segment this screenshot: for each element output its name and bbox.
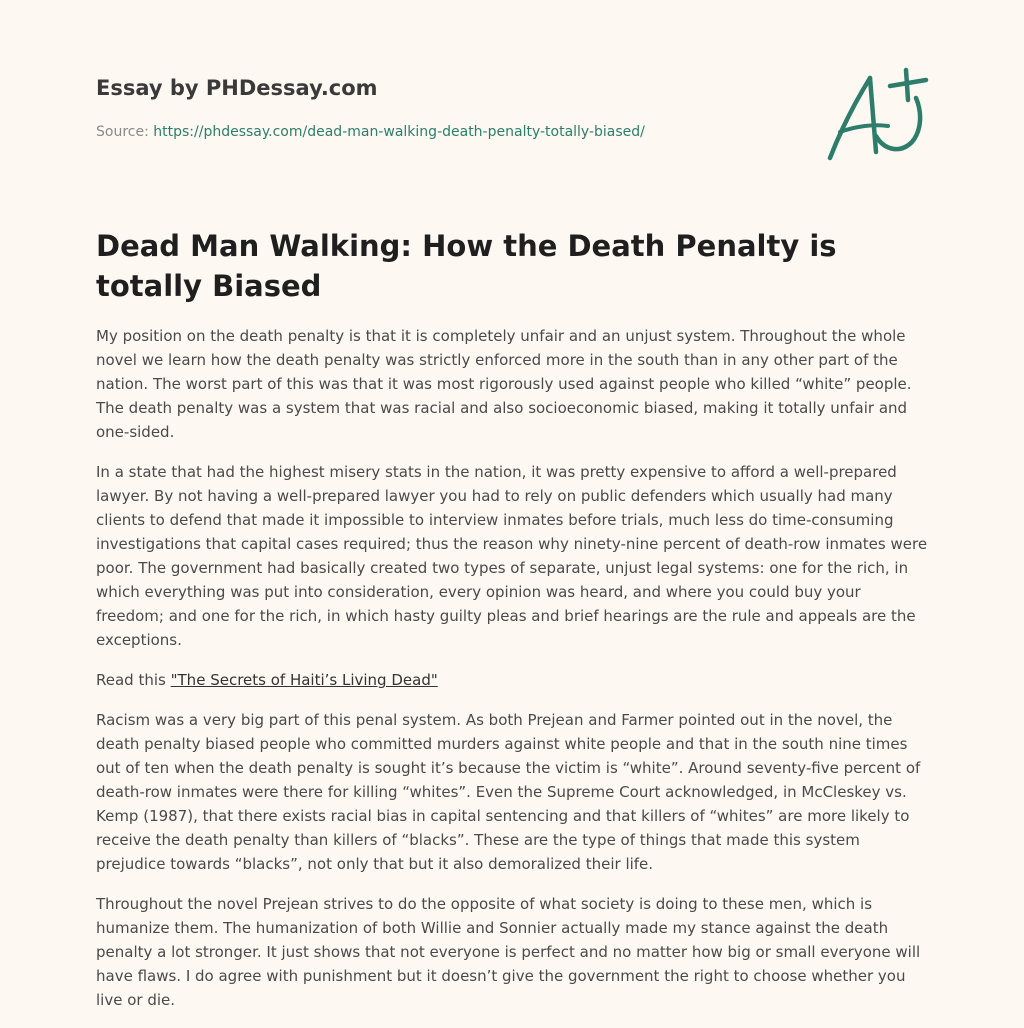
a-plus-logo-icon bbox=[826, 66, 930, 166]
essay-body bbox=[96, 324, 928, 1028]
paragraph: Racism was a very big part of this penal system. As both Prejean and Farmer pointed out in the novel, the death penalty biased people who committed murders against white people and that in the south nine times out of ten when the death penalty is sought it’s because the victim is “white”. Around seventy-five percent of death-row inmates were there for killing “whites”. Even the Supreme Court acknowledged, in McCleskey vs. Kemp (1987), that there exists racial bias in capital sentencing and that killers of “whites” are more likely to receive the death penalty than killers of “blacks”. These are the type of things that made this system prejudice towards “blacks”, not only that but it also demoralized their life. bbox=[96, 711, 921, 873]
source-line bbox=[96, 124, 645, 140]
site-brand: Essay by PHDessay.com bbox=[96, 76, 378, 100]
read-this-label: Read this bbox=[96, 671, 166, 689]
paragraph: My position on the death penalty is that it is completely unfair and an unjust system. Throughout the whole novel we learn how the death penalty was strictly enforced more in the south than in any other part of the nation. The worst part of this was that it was most rigorously used against people who killed “white” people. The death penalty was a system that was racial and also socioeconomic biased, making it totally unfair and one-sided. bbox=[96, 327, 912, 441]
related-essay-link[interactable]: "The Secrets of Haiti’s Living Dead" bbox=[170, 671, 438, 689]
source-link[interactable]: https://phdessay.com/dead-man-walking-death-penalty-totally-biased/ bbox=[153, 124, 645, 140]
paragraph: Throughout the novel Prejean strives to do the opposite of what society is doing to these men, which is humanize them. The humanization of both Willie and Sonnier actually made my stance against the death penalty a lot stronger. It just shows that not everyone is perfect and no matter how big or small everyone will have flaws. I do agree with punishment but it doesn’t give the government the right to choose whether you live or die. bbox=[96, 895, 921, 1009]
essay-title: Dead Man Walking: How the Death Penalty is totally Biased bbox=[96, 229, 837, 303]
source-label: Source: bbox=[96, 124, 149, 140]
paragraph: In a state that had the highest misery stats in the nation, it was pretty expensive to afford a well-prepared lawyer. By not having a well-prepared lawyer you had to rely on public defenders which usually had many clients to defend that made it impossible to interview inmates before trials, much less do time-consuming investigations that capital cases required; thus the reason why ninety-nine percent of death-row inmates were poor. The government had basically created two types of separate, unjust legal systems: one for the rich, in which everything was put into consideration, every opinion was heard, and where you could buy your freedom; and one for the rich, in which hasty guilty pleas and brief hearings are the rule and appeals are the exceptions. bbox=[96, 463, 928, 649]
read-this-line bbox=[96, 668, 928, 692]
